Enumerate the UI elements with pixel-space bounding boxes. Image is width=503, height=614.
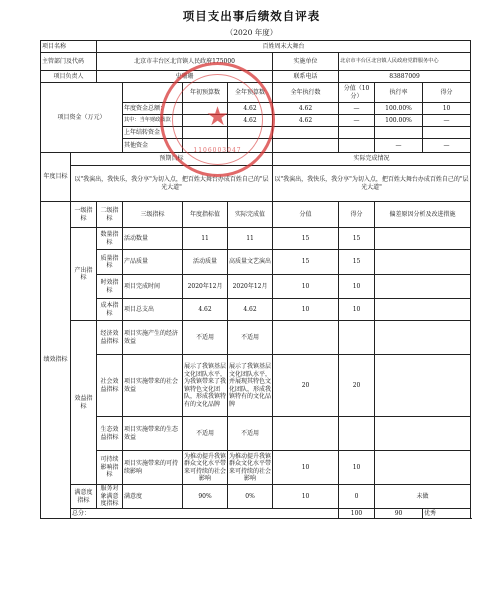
indicator-score: 15 (339, 250, 375, 275)
funds-row-name: 年度资金总额： (123, 103, 183, 115)
indicator-level2: 可持续影响指标 (97, 451, 123, 485)
funds-row-budget (183, 139, 228, 153)
indicator-weight: 20 (273, 355, 339, 417)
funds-header-blank (123, 83, 183, 103)
leader-value: 史珊珊 (97, 71, 273, 83)
funds-row-budget (183, 127, 228, 139)
indicator-level2: 时效指标 (97, 275, 123, 299)
total-weight: 100 (339, 509, 375, 519)
indicator-note (375, 228, 471, 250)
dept-label: 主管部门及代码 (41, 53, 97, 71)
indicator-target: 4.62 (183, 299, 228, 321)
funds-header-budget: 年初预算数 (183, 83, 228, 103)
leader-label: 项目负责人 (41, 71, 97, 83)
indicator-weight: 10 (273, 275, 339, 299)
funds-header-exec: 全年执行数 (273, 83, 339, 103)
goals-expected-text: 以"我演出，我快乐，我分享"为切入点，把百姓大舞台办成百姓自己的"层光大道" (71, 166, 273, 202)
funds-row-score-value (339, 127, 375, 139)
indicator-actual: 高质量文艺演出 (228, 250, 273, 275)
funds-row-rate: 100.00% (375, 103, 423, 115)
indicator-weight: 15 (273, 228, 339, 250)
indicator-actual: 11 (228, 228, 273, 250)
indicator-note: 未做 (375, 485, 471, 509)
indicator-level2: 质量指标 (97, 250, 123, 275)
indicator-target: 为推动提升我镇群众文化水平带来可持续的社会影响 (183, 451, 228, 485)
effect-indicators-label: 效益指标 (71, 321, 97, 485)
funds-header-total: 全年预算数 (228, 83, 273, 103)
indicator-header-deviation: 偏差原因分析及改进措施 (375, 202, 471, 228)
indicator-header-level2: 二级指标 (97, 202, 123, 228)
indicator-score: 0 (339, 485, 375, 509)
funds-row-rate: — (375, 139, 423, 153)
funds-row-name: 其他资金 (123, 139, 183, 153)
output-indicators-label: 产出指标 (71, 228, 97, 321)
funds-label: 项目资金（万元） (41, 83, 123, 153)
funds-row-name: 上年结转资金 (123, 127, 183, 139)
indicator-target: 2020年12月 (183, 275, 228, 299)
indicator-level3: 项目完成时间 (123, 275, 183, 299)
funds-row-total (228, 127, 273, 139)
indicator-header-score: 得分 (339, 202, 375, 228)
funds-row-score-value (339, 139, 375, 153)
funds-row-score-value: — (339, 103, 375, 115)
goals-expected-header: 预期目标 (71, 153, 273, 166)
impl-value: 北京市丰台区北宫镇人民政府党群服务中心 (339, 53, 471, 71)
indicator-weight: 10 (273, 299, 339, 321)
indicator-actual: 0% (228, 485, 273, 509)
project-name-value: 百姓周末大舞台 (97, 41, 471, 53)
funds-header-rate: 执行率 (375, 83, 423, 103)
indicator-level3: 活动数量 (123, 228, 183, 250)
goals-actual-text: 以"我演出，我快乐，我分享"为切入点，把百姓大舞台办成百姓自己的"层光大道" (273, 166, 471, 202)
funds-row-exec: 4.62 (273, 115, 339, 127)
indicator-actual: 展示了我镇基层文化团队水平，并展现其特色文化团队，形成我镇特有的文化品牌 (228, 355, 273, 417)
indicator-note (375, 250, 471, 275)
indicator-score: 20 (339, 355, 375, 417)
funds-row-total: 4.62 (228, 115, 273, 127)
funds-row-score-value: — (339, 115, 375, 127)
indicator-score (339, 321, 375, 355)
indicator-level3: 产品质量 (123, 250, 183, 275)
funds-row-total (228, 139, 273, 153)
indicators-section-label: 绩效指标 (41, 202, 71, 519)
page-title: 项目支出事后绩效自评表 (182, 9, 321, 23)
indicator-target: 不适用 (183, 321, 228, 355)
indicator-note (375, 451, 471, 485)
indicator-note (375, 417, 471, 451)
indicator-level3: 项目实施带来的社会效益 (123, 355, 183, 417)
indicator-note (375, 299, 471, 321)
funds-row-exec (273, 127, 339, 139)
indicator-level2: 经济效益指标 (97, 321, 123, 355)
funds-header-score: 得分 (423, 83, 471, 103)
indicator-header-level1: 一级指标 (71, 202, 97, 228)
evaluation-table (40, 40, 471, 519)
indicator-score: 15 (339, 228, 375, 250)
funds-row-rate: 100.00% (375, 115, 423, 127)
indicator-note (375, 321, 471, 355)
indicator-target: 90% (183, 485, 228, 509)
indicator-weight (273, 321, 339, 355)
dept-value: 北京市丰台区北宫镇人民政府175000 (97, 53, 273, 71)
seal-star-icon: ★ (205, 102, 230, 132)
indicator-actual: 为推动提升我镇群众文化水平带来可持续的社会影响 (228, 451, 273, 485)
indicator-actual: 2020年12月 (228, 275, 273, 299)
indicator-level3: 项目总支出 (123, 299, 183, 321)
funds-row-score: 10 (423, 103, 471, 115)
indicator-level3: 项目实施带来的可持续影响 (123, 451, 183, 485)
indicator-level3: 项目实施带来的生态效益 (123, 417, 183, 451)
indicator-level2: 生态效益指标 (97, 417, 123, 451)
satisfaction-indicators-label: 满意度指标 (71, 485, 97, 509)
indicator-weight: 15 (273, 250, 339, 275)
indicator-score: 10 (339, 275, 375, 299)
indicator-target: 展示了我镇基层文化团队水平，为我镇带来了我镇特色文化团队，形成我镇特有的文化品牌 (183, 355, 228, 417)
total-score: 90 (375, 509, 423, 519)
funds-row-score (423, 127, 471, 139)
funds-row-score: — (423, 115, 471, 127)
indicator-level3: 项目实施产生的经济效益 (123, 321, 183, 355)
indicator-target: 不适用 (183, 417, 228, 451)
indicator-level3: 满意度 (123, 485, 183, 509)
indicator-header-level3: 三级指标 (123, 202, 183, 228)
funds-row-total: 4.62 (228, 103, 273, 115)
funds-row-name: 其中：当年财政拨款 (123, 115, 183, 127)
indicator-header-weight: 分值 (273, 202, 339, 228)
funds-row-budget (183, 115, 228, 127)
indicator-score: 10 (339, 299, 375, 321)
indicator-weight (273, 417, 339, 451)
indicator-level2: 成本指标 (97, 299, 123, 321)
impl-label: 实施单位 (273, 53, 339, 71)
indicator-score: 10 (339, 451, 375, 485)
funds-header-score-value: 分值（10分） (339, 83, 375, 103)
indicator-actual: 4.62 (228, 299, 273, 321)
indicator-level2: 数量指标 (97, 228, 123, 250)
indicator-level2: 服务对象满意度指标 (97, 485, 123, 509)
goals-actual-header: 实际完成情况 (273, 153, 471, 166)
indicator-target: 11 (183, 228, 228, 250)
funds-row-budget (183, 103, 228, 115)
indicator-actual: 不适用 (228, 321, 273, 355)
funds-row-exec: 4.62 (273, 103, 339, 115)
funds-row-rate (375, 127, 423, 139)
total-grade: 优秀 (423, 509, 471, 519)
indicator-header-actual: 实际完成值 (228, 202, 273, 228)
indicator-actual: 不适用 (228, 417, 273, 451)
seal-number: 1106003047 (193, 147, 242, 154)
indicator-weight: 10 (273, 485, 339, 509)
indicator-target: 活动质量 (183, 250, 228, 275)
indicator-note (375, 355, 471, 417)
phone-value: 83887009 (339, 71, 471, 83)
indicator-score (339, 417, 375, 451)
indicator-weight: 10 (273, 451, 339, 485)
indicator-header-target: 年度指标值 (183, 202, 228, 228)
goals-label: 年度目标 (41, 153, 71, 202)
phone-label: 联系电话 (273, 71, 339, 83)
year-label: （2020 年度） (225, 28, 278, 37)
indicator-level2: 社会效益指标 (97, 355, 123, 417)
indicator-note (375, 275, 471, 299)
funds-row-score: — (423, 139, 471, 153)
total-label: 总分： (71, 509, 339, 519)
funds-row-exec (273, 139, 339, 153)
project-name-label: 项目名称 (41, 41, 97, 53)
